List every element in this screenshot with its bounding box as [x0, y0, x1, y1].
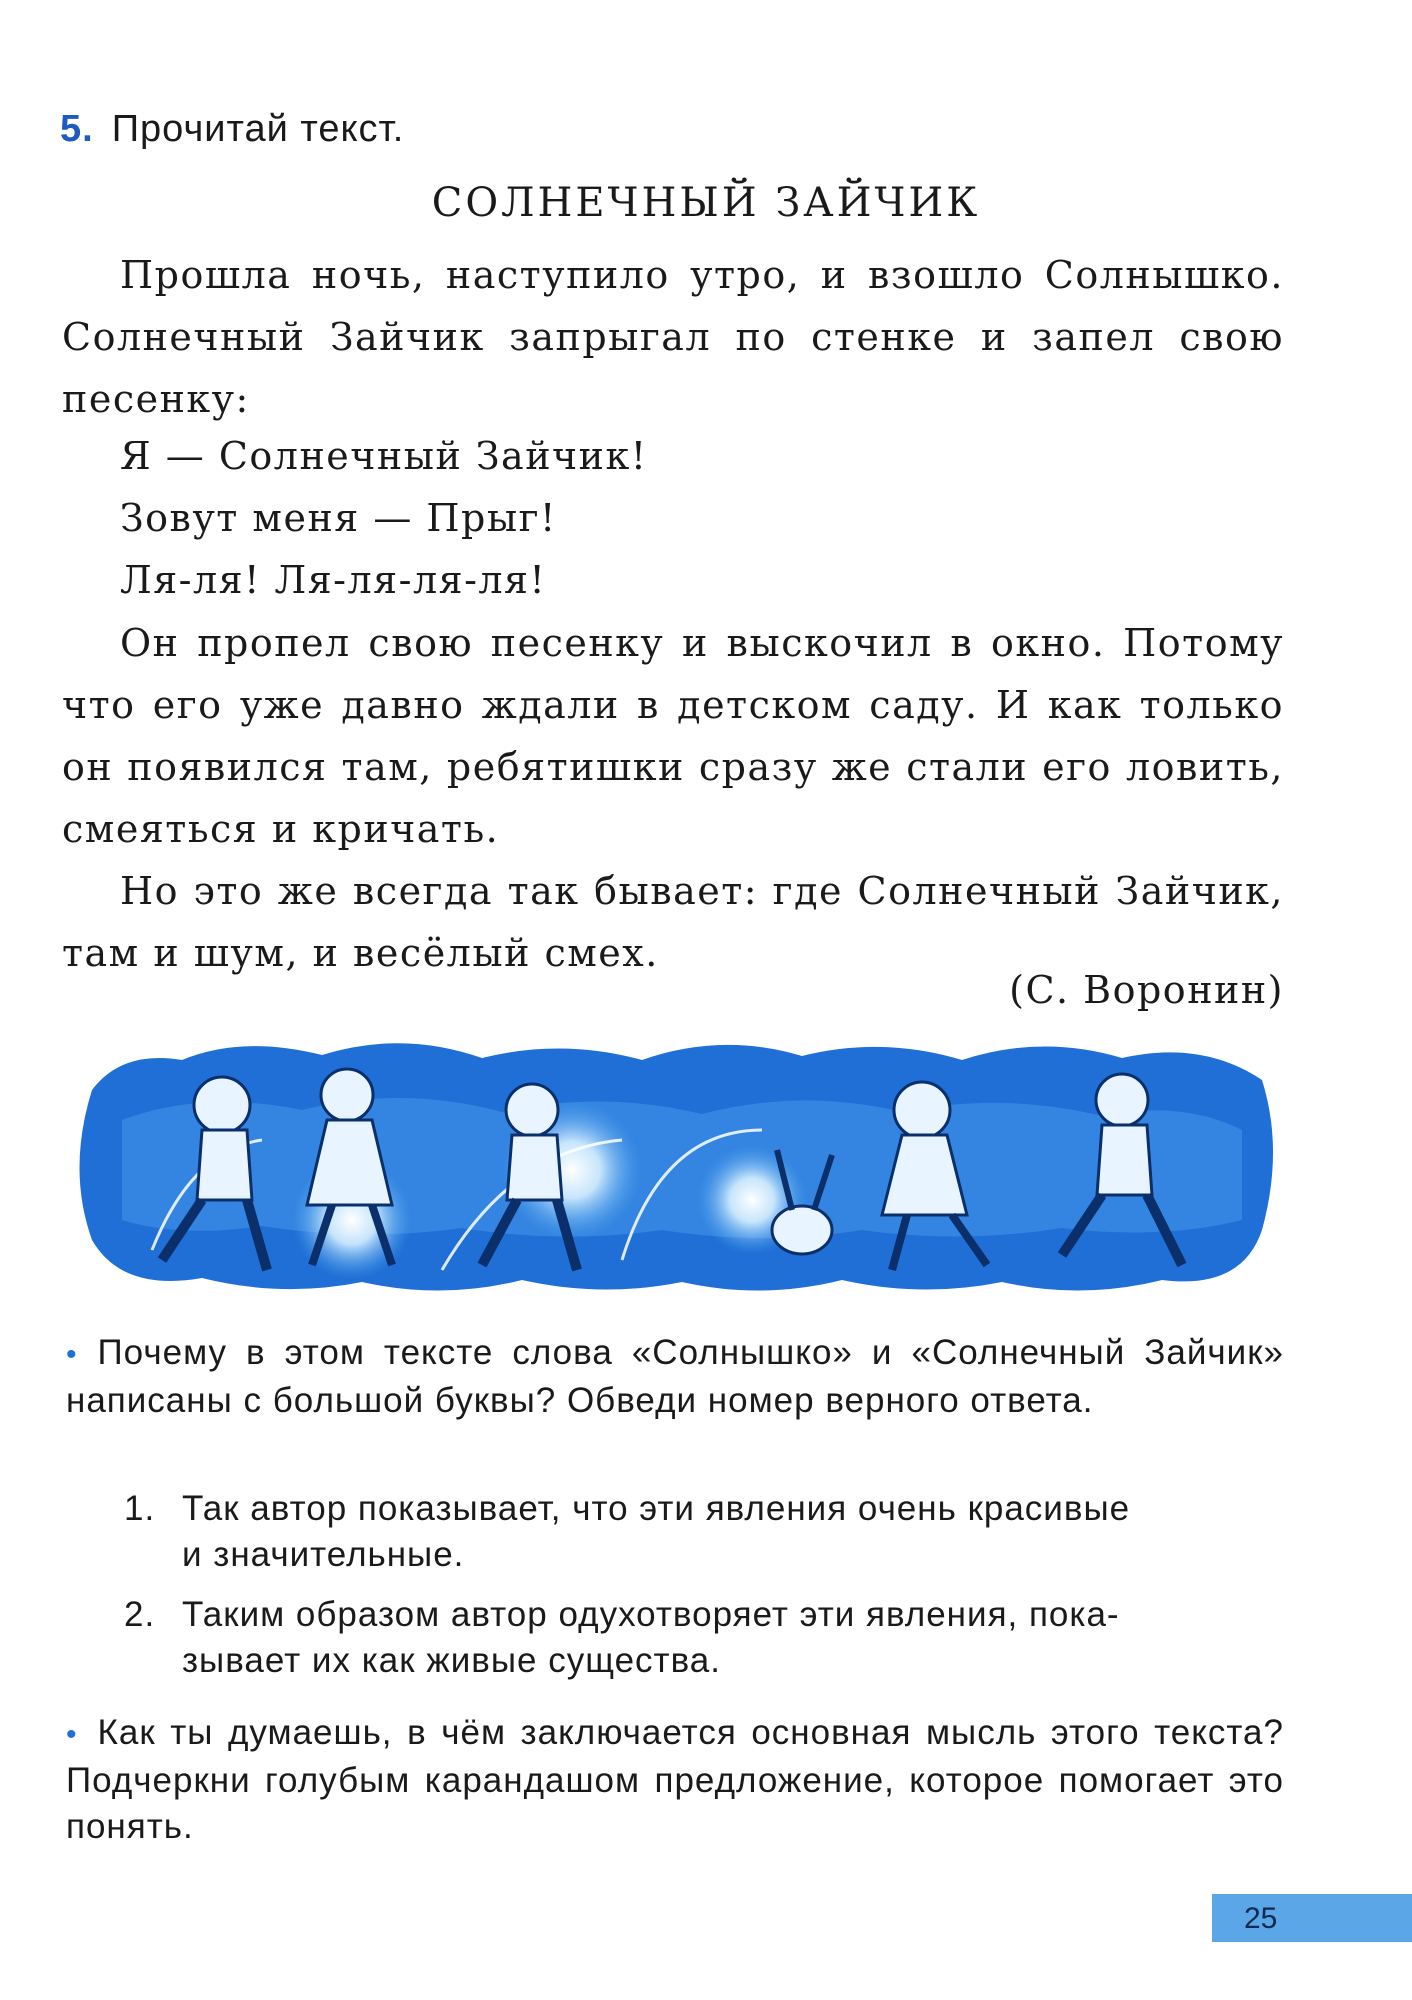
song-line-3: Ля-ля! Ля-ля-ля-ля! [120, 558, 547, 602]
question-1-text: Почему в этом тексте слова «Солнышко» и «Солнечный Зайчик» написаны с большой буквы? Обведи номер верного ответа. [66, 1333, 1284, 1420]
song-line-1: Я — Солнечный Зайчик! [120, 434, 648, 478]
story-title: СОЛНЕЧНЫЙ ЗАЙЧИК [431, 180, 981, 226]
story-paragraph-2: Он пропел свою песенку и выскочил в окно. Потому что его уже давно ждали в детском саду. И как только он появился там, ребятишки сразу же стали его ловить, смеяться и кричать. [62, 621, 1284, 851]
question-1 [66, 1330, 1284, 1424]
children-catching-sunbeam-illustration [62, 1030, 1284, 1300]
answer-text-cont: зывает их как живые существа. [182, 1641, 721, 1680]
answer-text: Таким образом автор одухотворяет эти явления, пока- [182, 1595, 1120, 1634]
story-author: (С. Воронин) [1009, 968, 1284, 1012]
answer-option-2[interactable] [124, 1592, 1284, 1684]
answer-option-1[interactable] [124, 1486, 1284, 1578]
story-paragraph-1: Прошла ночь, наступило утро, и взошло Солнышко. Солнечный Зайчик запрыгал по стенке и запел свою песенку: [62, 253, 1284, 421]
bullet-icon: • [66, 1338, 78, 1371]
task-header [60, 108, 404, 151]
answer-text: Так автор показывает, что эти явления очень красивые [182, 1489, 1131, 1528]
answer-text-cont: и значительные. [182, 1535, 465, 1574]
page-number: 25 [1244, 1902, 1278, 1935]
task-number: 5. [60, 108, 94, 150]
story-paragraph-3: Но это же всегда так бывает: где Солнечный Зайчик, там и шум, и весёлый смех. [62, 869, 1284, 975]
answer-number[interactable]: 1. [124, 1489, 156, 1528]
page-number-box [1212, 1894, 1412, 1942]
bullet-icon: • [66, 1718, 78, 1751]
song-line-2: Зовут меня — Прыг! [120, 496, 557, 540]
task-instruction: Прочитай текст. [111, 108, 405, 150]
question-2 [66, 1710, 1284, 1850]
question-2-text: Как ты думаешь, в чём заключается основная мысль этого текста? Подчеркни голубым карандашом предложение, которое помогает это понять. [66, 1713, 1284, 1846]
answer-number[interactable]: 2. [124, 1595, 156, 1634]
